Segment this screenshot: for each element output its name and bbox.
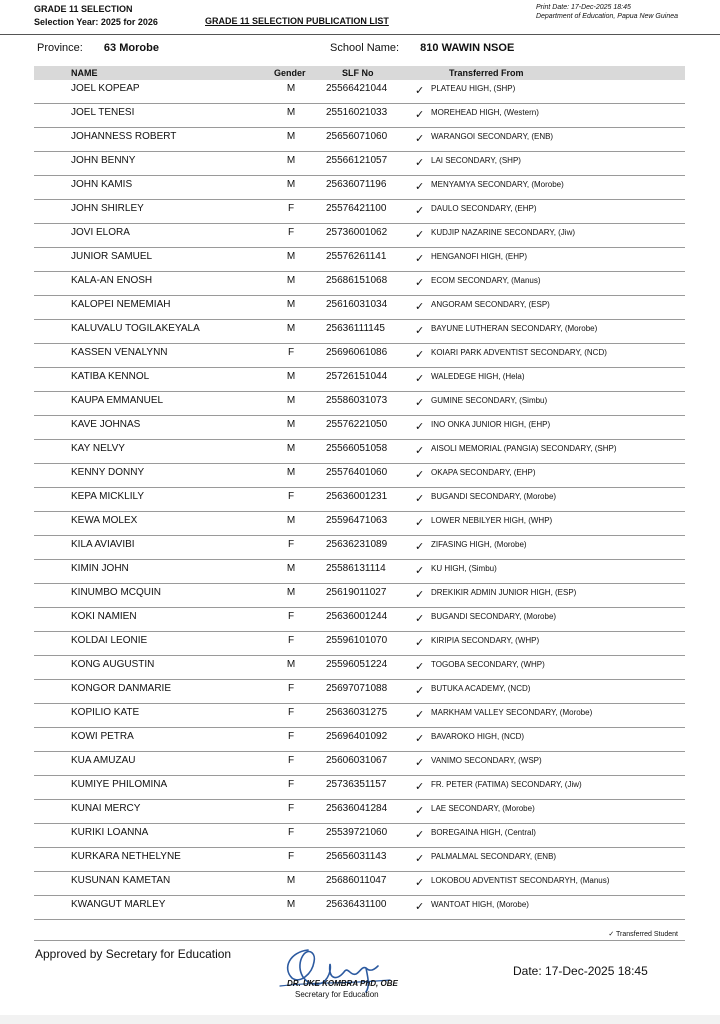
check-icon: ✓ (415, 781, 425, 793)
transferred-from: LAI SECONDARY, (SHP) (431, 156, 521, 165)
transferred-from: MARKHAM VALLEY SECONDARY, (Morobe) (431, 708, 593, 717)
student-name: KURKARA NETHELYNE (71, 851, 181, 862)
province-value: 63 Morobe (103, 42, 159, 54)
column-header-name: NAME (71, 68, 98, 78)
table-row (34, 368, 685, 392)
student-name: KUSUNAN KAMETAN (71, 875, 171, 886)
transferred-from: MOREHEAD HIGH, (Western) (431, 108, 539, 117)
student-slf-number: 25726151044 (326, 371, 388, 382)
student-slf-number: 25596101070 (326, 635, 388, 646)
student-slf-number: 25576401060 (326, 467, 388, 478)
student-slf-number: 25697071088 (326, 683, 388, 694)
student-gender: M (286, 179, 296, 190)
table-row (34, 776, 685, 800)
student-gender: M (286, 875, 296, 886)
student-name: KAY NELVY (71, 443, 125, 454)
student-gender: M (286, 155, 296, 166)
student-gender: M (286, 515, 296, 526)
table-row (34, 104, 685, 128)
student-name: KEPA MICKLILY (71, 491, 144, 502)
table-row (34, 224, 685, 248)
student-name: KAVE JOHNAS (71, 419, 141, 430)
check-icon: ✓ (415, 541, 425, 553)
student-gender: F (287, 635, 295, 646)
student-slf-number: 25616031034 (326, 299, 388, 310)
table-row (34, 392, 685, 416)
student-name: JUNIOR SAMUEL (71, 251, 153, 262)
page-bottom-bar (0, 1015, 720, 1024)
check-icon: ✓ (415, 397, 425, 409)
transferred-from: BUTUKA ACADEMY, (NCD) (431, 684, 531, 693)
student-gender: F (287, 347, 295, 358)
table-row (34, 680, 685, 704)
table-row (34, 128, 685, 152)
student-slf-number: 25636111145 (326, 323, 385, 334)
transferred-from: WALEDEGE HIGH, (Hela) (431, 372, 525, 381)
transferred-from: KOIARI PARK ADVENTIST SECONDARY, (NCD) (431, 348, 607, 357)
footer-date: Date: 17-Dec-2025 18:45 (513, 964, 648, 978)
table-row (34, 608, 685, 632)
student-slf-number: 25636001244 (326, 611, 388, 622)
student-name: KALUVALU TOGILAKEYALA (71, 323, 200, 334)
check-icon: ✓ (415, 565, 425, 577)
table-row (34, 176, 685, 200)
student-gender: M (286, 299, 296, 310)
check-icon: ✓ (415, 661, 425, 673)
student-gender: F (287, 707, 295, 718)
check-icon: ✓ (415, 421, 425, 433)
student-name: KONG AUGUSTIN (71, 659, 155, 670)
student-gender: M (286, 107, 296, 118)
transferred-from: DREKIKIR ADMIN JUNIOR HIGH, (ESP) (431, 588, 577, 597)
student-slf-number: 25656071060 (326, 131, 388, 142)
student-gender: M (286, 275, 296, 286)
department-name: Department of Education, Papua New Guinea (535, 13, 678, 20)
column-header-transferred-from: Transferred From (449, 68, 524, 78)
check-icon: ✓ (415, 805, 425, 817)
student-gender: F (287, 203, 295, 214)
column-header-slf: SLF No (342, 68, 374, 78)
student-slf-number: 25636231089 (326, 539, 388, 550)
header-divider (0, 34, 720, 35)
print-date: Print Date: 17-Dec-2025 18:45 (535, 4, 631, 11)
student-gender: M (286, 899, 296, 910)
student-slf-number: 25566121057 (326, 155, 388, 166)
student-name: JOVI ELORA (71, 227, 130, 238)
transferred-from: BAVAROKO HIGH, (NCD) (431, 732, 525, 741)
table-row (34, 872, 685, 896)
student-slf-number: 25586031073 (326, 395, 388, 406)
student-gender: M (286, 323, 296, 334)
table-row (34, 464, 685, 488)
student-gender: M (286, 395, 296, 406)
student-slf-number: 25686011047 (326, 875, 387, 886)
table-row (34, 248, 685, 272)
student-slf-number: 25636071196 (326, 179, 387, 190)
check-icon: ✓ (415, 445, 425, 457)
check-icon: ✓ (415, 253, 425, 265)
transferred-from: KIRIPIA SECONDARY, (WHP) (431, 636, 540, 645)
student-gender: F (287, 779, 295, 790)
table-row (34, 800, 685, 824)
student-slf-number: 25566421044 (326, 83, 388, 94)
table-row (34, 200, 685, 224)
table-row (34, 440, 685, 464)
student-gender: F (287, 491, 295, 502)
check-icon: ✓ (415, 733, 425, 745)
transferred-from: HENGANOFI HIGH, (EHP) (431, 252, 528, 261)
school-label: School Name: (330, 42, 400, 54)
student-name: KALOPEI NEMEMIAH (71, 299, 171, 310)
check-icon: ✓ (415, 277, 425, 289)
table-row (34, 632, 685, 656)
transferred-from: BUGANDI SECONDARY, (Morobe) (431, 612, 557, 621)
student-gender: M (286, 419, 296, 430)
check-icon: ✓ (415, 613, 425, 625)
check-icon: ✓ (415, 901, 425, 913)
student-slf-number: 25636031275 (326, 707, 388, 718)
table-row (34, 416, 685, 440)
header-left (34, 3, 158, 29)
student-name: KINUMBO MCQUIN (71, 587, 161, 598)
signature-icon (270, 938, 420, 998)
transferred-from: WARANGOI SECONDARY, (ENB) (431, 132, 554, 141)
student-slf-number: 25636041284 (326, 803, 388, 814)
student-gender: M (286, 83, 296, 94)
student-name: KUNAI MERCY (71, 803, 141, 814)
student-slf-number: 25619011027 (326, 587, 387, 598)
student-name: KOKI NAMIEN (71, 611, 137, 622)
transferred-from: FR. PETER (FATIMA) SECONDARY, (Jiw) (431, 780, 582, 789)
transferred-from: LAE SECONDARY, (Morobe) (431, 804, 535, 813)
student-name: KWANGUT MARLEY (71, 899, 166, 910)
student-gender: F (287, 683, 295, 694)
check-icon: ✓ (415, 589, 425, 601)
check-icon: ✓ (415, 373, 425, 385)
transferred-from: VANIMO SECONDARY, (WSP) (431, 756, 542, 765)
student-name: JOHANNESS ROBERT (71, 131, 177, 142)
student-name: KONGOR DANMARIE (71, 683, 172, 694)
student-name: KILA AVIAVIBI (71, 539, 135, 550)
student-name: KASSEN VENALYNN (71, 347, 168, 358)
table-row (34, 752, 685, 776)
check-icon: ✓ (415, 85, 425, 97)
transferred-from: ECOM SECONDARY, (Manus) (431, 276, 541, 285)
transferred-from: GUMINE SECONDARY, (Simbu) (431, 396, 548, 405)
table-row (34, 560, 685, 584)
table-row (34, 584, 685, 608)
transferred-from: AISOLI MEMORIAL (PANGIA) SECONDARY, (SHP) (431, 444, 617, 453)
table-row (34, 536, 685, 560)
check-icon: ✓ (415, 757, 425, 769)
school-value: 810 WAWIN NSOE (420, 42, 515, 54)
student-gender: M (286, 251, 296, 262)
header-right (536, 3, 678, 21)
transferred-from: LOKOBOU ADVENTIST SECONDARYH, (Manus) (431, 876, 610, 885)
student-gender: M (286, 371, 296, 382)
table-row (34, 488, 685, 512)
transferred-from: DAULO SECONDARY, (EHP) (431, 204, 537, 213)
student-gender: F (287, 851, 295, 862)
student-name: KUMIYE PHILOMINA (71, 779, 168, 790)
check-icon: ✓ (415, 493, 425, 505)
table-row (34, 824, 685, 848)
signatory-title: Secretary for Education (295, 990, 379, 999)
student-name: KUA AMUZAU (71, 755, 136, 766)
column-header-gender: Gender (274, 68, 306, 78)
student-slf-number: 25656031143 (326, 851, 387, 862)
student-gender: F (287, 611, 295, 622)
check-icon: ✓ (415, 133, 425, 145)
check-icon: ✓ (415, 709, 425, 721)
student-slf-number: 25686151068 (326, 275, 388, 286)
transferred-from: TOGOBA SECONDARY, (WHP) (431, 660, 545, 669)
student-slf-number: 25736351157 (326, 779, 387, 790)
student-slf-number: 25606031067 (326, 755, 388, 766)
transferred-from: INO ONKA JUNIOR HIGH, (EHP) (431, 420, 551, 429)
check-icon: ✓ (415, 637, 425, 649)
student-name: JOEL KOPEAP (71, 83, 140, 94)
signatory-name: DR. UKE KOMBRA PhD, OBE (287, 979, 398, 988)
student-gender: M (286, 131, 296, 142)
student-name: KOWI PETRA (71, 731, 134, 742)
check-icon: ✓ (415, 109, 425, 121)
transferred-from: BUGANDI SECONDARY, (Morobe) (431, 492, 557, 501)
student-name: JOHN KAMIS (71, 179, 133, 190)
student-slf-number: 25576421100 (326, 203, 387, 214)
transferred-from: WANTOAT HIGH, (Morobe) (431, 900, 529, 909)
student-gender: M (286, 467, 296, 478)
transferred-from: LOWER NEBILYER HIGH, (WHP) (431, 516, 553, 525)
check-icon: ✓ (415, 181, 425, 193)
province-field (37, 42, 159, 54)
check-icon: ✓ (415, 301, 425, 313)
student-slf-number: 25566051058 (326, 443, 388, 454)
student-name: KOLDAI LEONIE (71, 635, 148, 646)
student-slf-number: 25539721060 (326, 827, 388, 838)
check-icon: ✓ (415, 829, 425, 841)
student-slf-number: 25576261141 (326, 251, 387, 262)
student-slf-number: 25596471063 (326, 515, 388, 526)
document-title: GRADE 11 SELECTION (34, 4, 133, 14)
check-icon: ✓ (415, 205, 425, 217)
student-slf-number: 25636001231 (326, 491, 388, 502)
transferred-from: BOREGAINA HIGH, (Central) (431, 828, 536, 837)
student-gender: F (287, 827, 295, 838)
student-name: KATIBA KENNOL (71, 371, 150, 382)
student-gender: F (287, 803, 295, 814)
table-row (34, 296, 685, 320)
student-name: KENNY DONNY (71, 467, 145, 478)
table-row (34, 656, 685, 680)
check-icon: ✓ (415, 853, 425, 865)
student-slf-number: 25586131114 (326, 563, 386, 574)
check-icon: ✓ (415, 325, 425, 337)
table-row (34, 848, 685, 872)
student-slf-number: 25696401092 (326, 731, 388, 742)
check-icon: ✓ (415, 349, 425, 361)
transferred-from: PLATEAU HIGH, (SHP) (431, 84, 516, 93)
table-row (34, 728, 685, 752)
student-gender: M (286, 587, 296, 598)
province-label: Province: (37, 42, 83, 54)
table-row (34, 320, 685, 344)
student-table (34, 80, 685, 920)
check-icon: ✓ (415, 877, 425, 889)
legend-transferred-student: ✓ Transferred Student (608, 931, 678, 938)
transferred-from: KU HIGH, (Simbu) (431, 564, 497, 573)
selection-year: Selection Year: 2025 for 2026 (34, 17, 158, 27)
student-name: KEWA MOLEX (71, 515, 138, 526)
check-icon: ✓ (415, 685, 425, 697)
student-name: KIMIN JOHN (71, 563, 129, 574)
table-header (34, 66, 685, 80)
table-row (34, 896, 685, 920)
student-name: KALA-AN ENOSH (71, 275, 153, 286)
check-icon: ✓ (415, 469, 425, 481)
student-gender: F (287, 539, 295, 550)
check-icon: ✓ (415, 157, 425, 169)
student-name: KURIKI LOANNA (71, 827, 149, 838)
student-name: JOHN SHIRLEY (71, 203, 144, 214)
student-gender: F (287, 227, 295, 238)
transferred-from: BAYUNE LUTHERAN SECONDARY, (Morobe) (431, 324, 598, 333)
student-name: JOHN BENNY (71, 155, 136, 166)
student-slf-number: 25516021033 (326, 107, 388, 118)
list-title: GRADE 11 SELECTION PUBLICATION LIST (205, 16, 389, 26)
student-name: KOPILIO KATE (71, 707, 140, 718)
transferred-from: ZIFASING HIGH, (Morobe) (431, 540, 527, 549)
table-row (34, 344, 685, 368)
student-gender: M (286, 563, 296, 574)
transferred-from: MENYAMYA SECONDARY, (Morobe) (431, 180, 564, 189)
approved-by: Approved by Secretary for Education (35, 947, 232, 961)
transferred-from: ANGORAM SECONDARY, (ESP) (431, 300, 550, 309)
student-gender: F (287, 731, 295, 742)
table-row (34, 152, 685, 176)
student-gender: M (286, 443, 296, 454)
student-name: JOEL TENESI (71, 107, 135, 118)
student-slf-number: 25736001062 (326, 227, 388, 238)
table-row (34, 512, 685, 536)
check-icon: ✓ (415, 229, 425, 241)
student-gender: F (287, 755, 295, 766)
transferred-from: KUDJIP NAZARINE SECONDARY, (Jiw) (431, 228, 576, 237)
student-slf-number: 25576221050 (326, 419, 388, 430)
table-row (34, 272, 685, 296)
student-name: KAUPA EMMANUEL (71, 395, 164, 406)
transferred-from: PALMALMAL SECONDARY, (ENB) (431, 852, 557, 861)
school-field (330, 42, 514, 54)
student-slf-number: 25596051224 (326, 659, 388, 670)
student-slf-number: 25636431100 (326, 899, 387, 910)
table-row (34, 704, 685, 728)
transferred-from: OKAPA SECONDARY, (EHP) (431, 468, 536, 477)
student-gender: M (286, 659, 296, 670)
table-row (34, 80, 685, 104)
student-slf-number: 25696061086 (326, 347, 388, 358)
check-icon: ✓ (415, 517, 425, 529)
